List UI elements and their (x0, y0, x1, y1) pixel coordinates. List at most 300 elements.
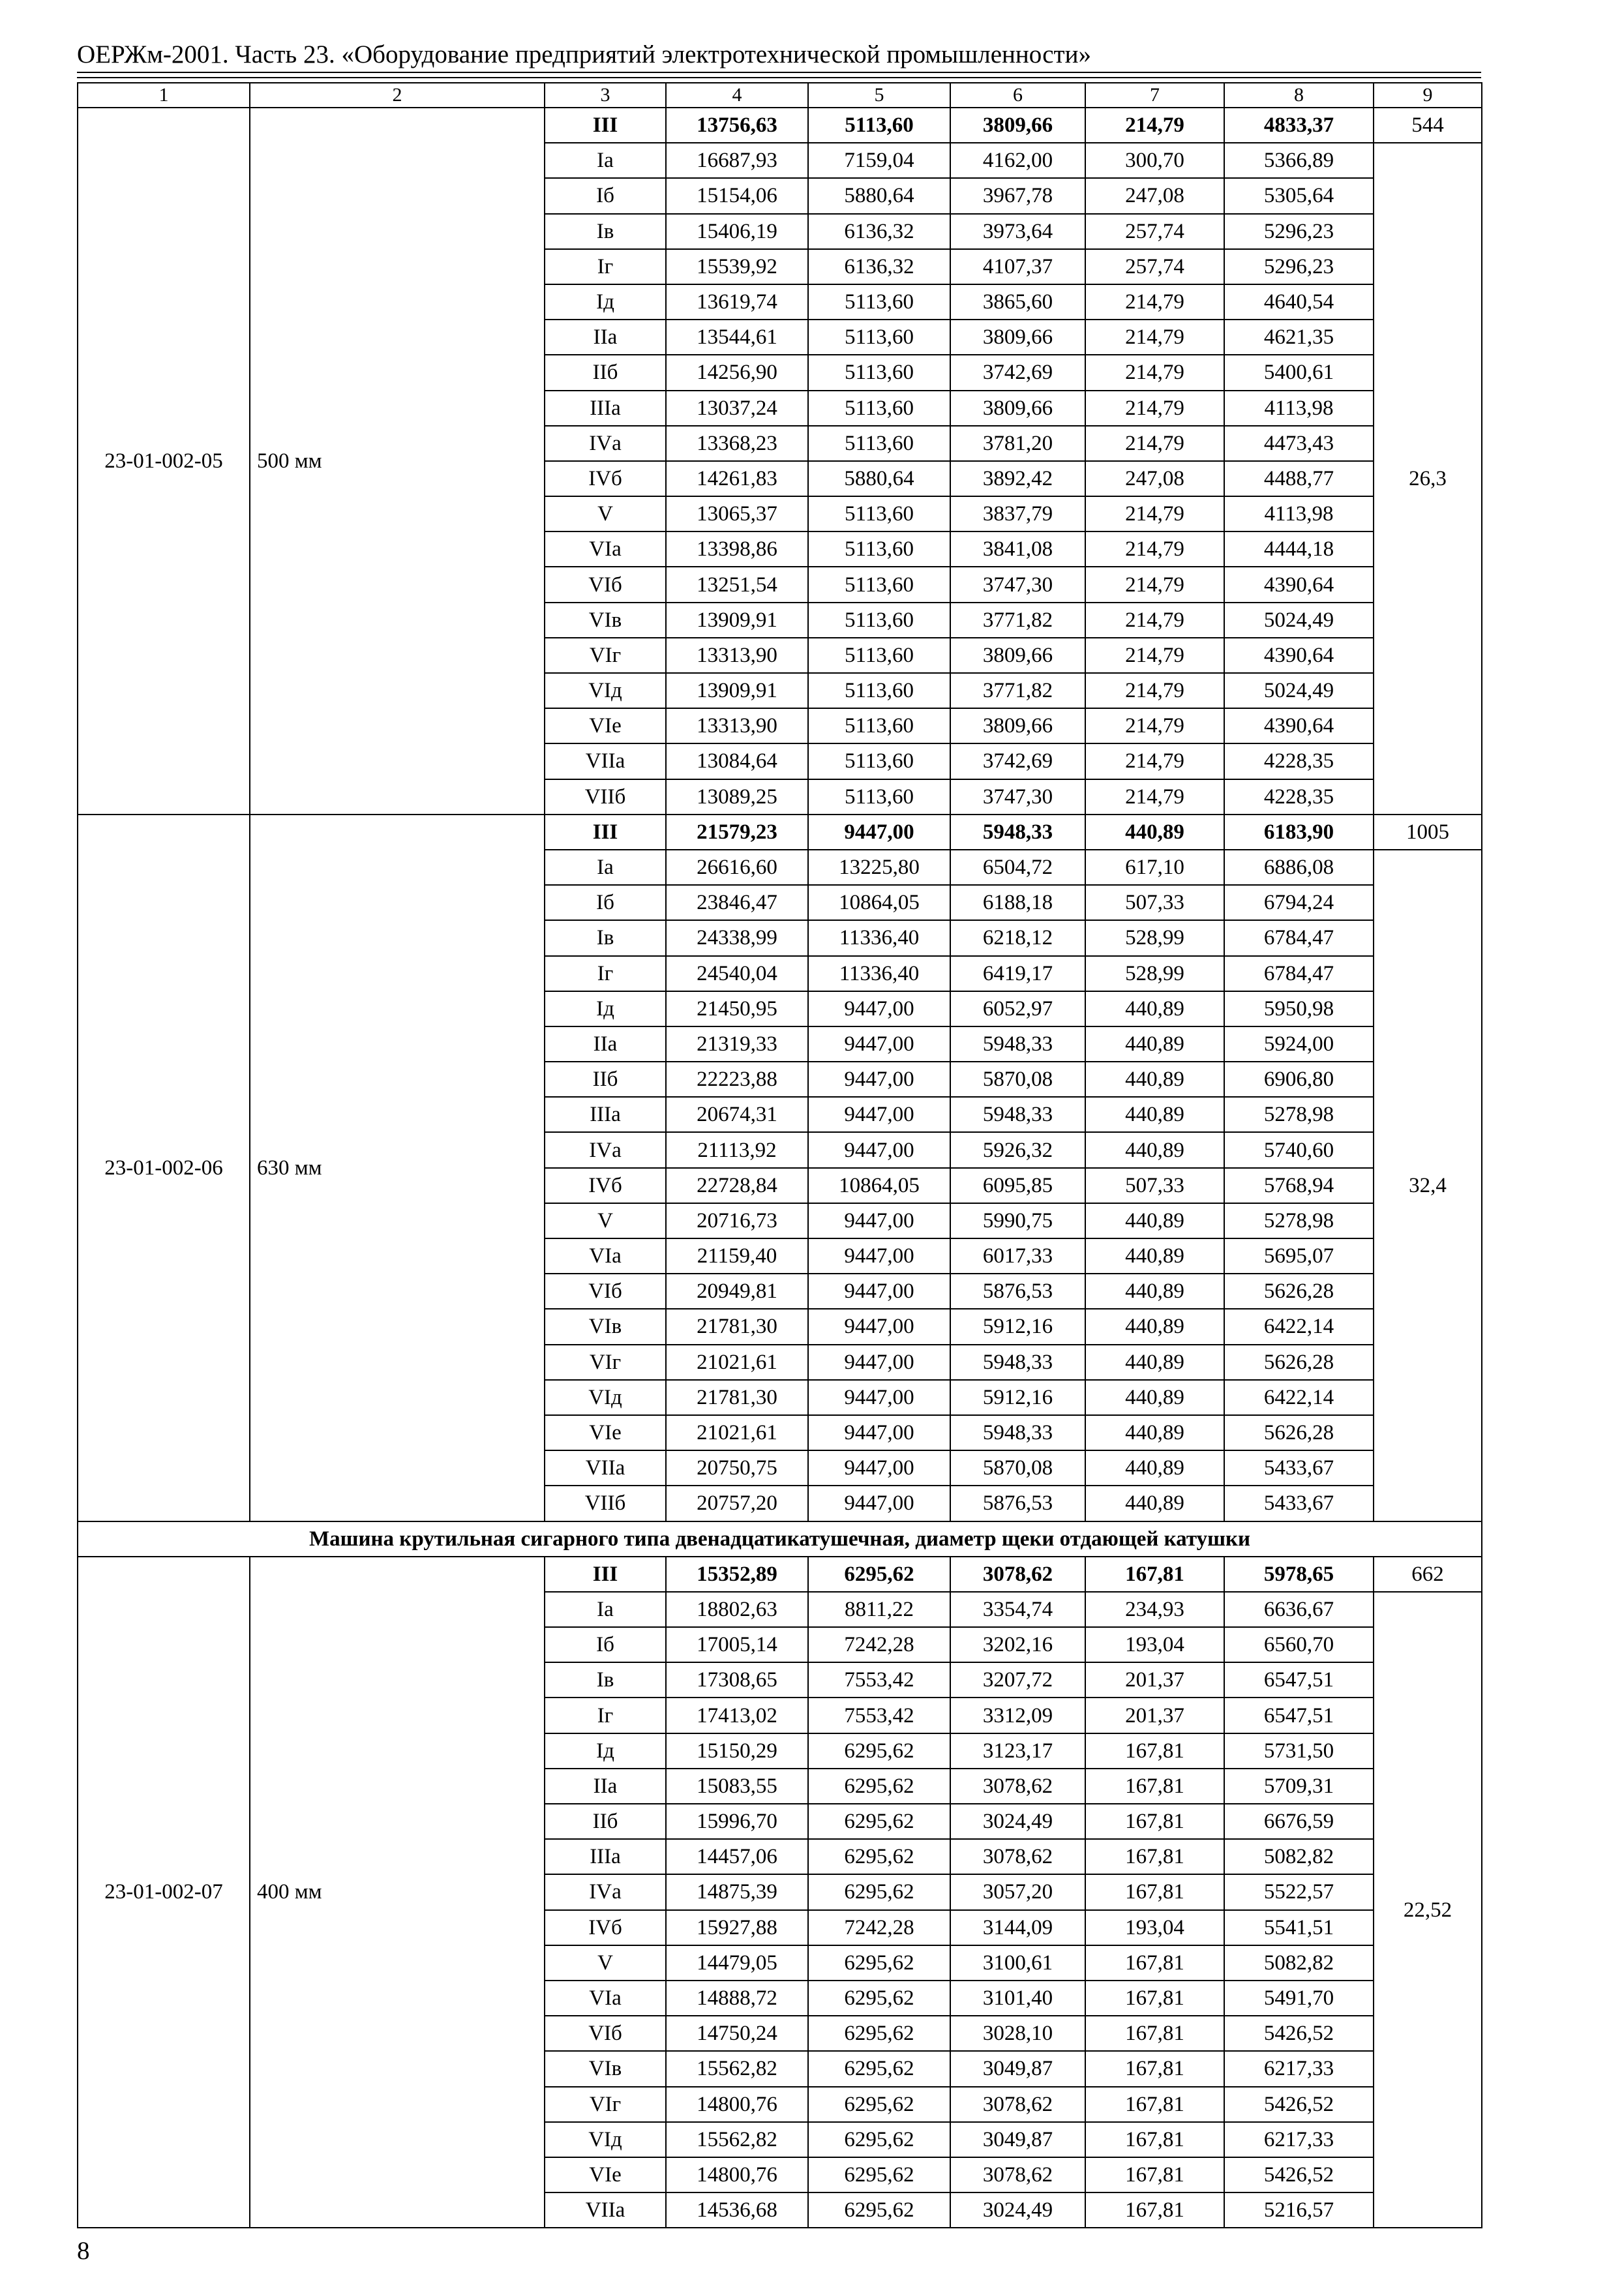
value-col8: 6560,70 (1224, 1627, 1374, 1662)
value-col6: 3742,69 (950, 355, 1085, 390)
value-col5: 5113,60 (808, 391, 950, 426)
value-col5: 10864,05 (808, 1168, 950, 1203)
zone-cell: Iб (545, 1627, 666, 1662)
zone-cell: VIIа (545, 743, 666, 779)
value-col6: 5990,75 (950, 1203, 1085, 1238)
value-col5: 5113,60 (808, 779, 950, 815)
value-col5: 6295,62 (808, 2157, 950, 2192)
value-col6: 3123,17 (950, 1733, 1085, 1769)
value-col5: 5113,60 (808, 567, 950, 602)
value-col4: 17413,02 (666, 1698, 808, 1733)
value-col8: 5426,52 (1224, 2157, 1374, 2192)
value-col5: 13225,80 (808, 850, 950, 885)
value-col5: 9447,00 (808, 1203, 950, 1238)
value-col7: 440,89 (1085, 991, 1224, 1026)
value-col4: 21450,95 (666, 991, 808, 1026)
zone-cell: VIг (545, 2087, 666, 2122)
value-col6: 3078,62 (950, 2157, 1085, 2192)
value-col8: 5305,64 (1224, 178, 1374, 213)
zone-cell: VIб (545, 567, 666, 602)
value-col7: 214,79 (1085, 426, 1224, 461)
value-col9: 22,52 (1374, 1592, 1482, 2228)
value-col7: 440,89 (1085, 1380, 1224, 1415)
value-col6: 6218,12 (950, 920, 1085, 955)
value-col5: 5113,60 (808, 426, 950, 461)
value-col4: 18802,63 (666, 1592, 808, 1627)
value-col8: 5626,28 (1224, 1274, 1374, 1309)
table-row (78, 815, 1482, 850)
value-col5: 9447,00 (808, 1450, 950, 1486)
zone-cell: Iв (545, 1662, 666, 1698)
value-col7: 440,89 (1085, 1486, 1224, 1521)
value-col8: 6547,51 (1224, 1662, 1374, 1698)
zone-cell: VIа (545, 1981, 666, 2016)
value-col8: 5491,70 (1224, 1981, 1374, 2016)
value-col8: 5082,82 (1224, 1839, 1374, 1874)
value-col4: 22223,88 (666, 1062, 808, 1097)
value-col5: 5880,64 (808, 178, 950, 213)
value-col7: 257,74 (1085, 214, 1224, 249)
value-col6: 5948,33 (950, 815, 1085, 850)
value-col7: 440,89 (1085, 1132, 1224, 1167)
zone-cell: IVб (545, 461, 666, 496)
rate-parameter: 630 мм (250, 815, 545, 1521)
column-number: 1 (78, 83, 250, 108)
value-col9: 662 (1374, 1557, 1482, 1592)
value-col8: 6217,33 (1224, 2122, 1374, 2157)
zone-cell: VIIб (545, 779, 666, 815)
value-col8: 4473,43 (1224, 426, 1374, 461)
zone-cell: IVб (545, 1910, 666, 1945)
value-col6: 3809,66 (950, 108, 1085, 143)
value-col6: 6095,85 (950, 1168, 1085, 1203)
zone-cell: Iд (545, 284, 666, 320)
value-col6: 6504,72 (950, 850, 1085, 885)
value-col8: 4113,98 (1224, 391, 1374, 426)
value-col7: 167,81 (1085, 1557, 1224, 1592)
value-col8: 6547,51 (1224, 1698, 1374, 1733)
value-col8: 5296,23 (1224, 249, 1374, 284)
value-col6: 5948,33 (950, 1026, 1085, 1062)
zone-cell: Iа (545, 1592, 666, 1627)
value-col5: 9447,00 (808, 1062, 950, 1097)
zone-cell: Iб (545, 178, 666, 213)
value-col7: 201,37 (1085, 1662, 1224, 1698)
value-col8: 6906,80 (1224, 1062, 1374, 1097)
value-col7: 247,08 (1085, 461, 1224, 496)
value-col5: 5113,60 (808, 743, 950, 779)
value-col7: 167,81 (1085, 2122, 1224, 2157)
value-col5: 9447,00 (808, 1097, 950, 1132)
value-col6: 6052,97 (950, 991, 1085, 1026)
value-col4: 21319,33 (666, 1026, 808, 1062)
value-col7: 167,81 (1085, 1804, 1224, 1839)
value-col4: 20750,75 (666, 1450, 808, 1486)
value-col7: 247,08 (1085, 178, 1224, 213)
value-col4: 15352,89 (666, 1557, 808, 1592)
header-rule (77, 77, 1481, 78)
value-col6: 3837,79 (950, 496, 1085, 531)
zone-cell: V (545, 1945, 666, 1981)
value-col7: 201,37 (1085, 1698, 1224, 1733)
value-col8: 5433,67 (1224, 1450, 1374, 1486)
value-col6: 3078,62 (950, 1557, 1085, 1592)
value-col5: 9447,00 (808, 1309, 950, 1344)
value-col5: 7242,28 (808, 1627, 950, 1662)
value-col5: 5113,60 (808, 708, 950, 743)
value-col4: 13251,54 (666, 567, 808, 602)
zone-cell: VIб (545, 2016, 666, 2051)
page-header-title: ОЕРЖм-2001. Часть 23. «Оборудование предприятий электротехнической промышленности» (77, 40, 1091, 68)
zone-cell: Iб (545, 885, 666, 920)
value-col4: 24540,04 (666, 956, 808, 991)
value-col4: 20949,81 (666, 1274, 808, 1309)
value-col8: 4228,35 (1224, 743, 1374, 779)
value-col4: 14888,72 (666, 1981, 808, 2016)
value-col7: 528,99 (1085, 956, 1224, 991)
value-col4: 20757,20 (666, 1486, 808, 1521)
value-col7: 167,81 (1085, 2051, 1224, 2086)
value-col4: 15083,55 (666, 1769, 808, 1804)
value-col7: 214,79 (1085, 567, 1224, 602)
value-col4: 26616,60 (666, 850, 808, 885)
value-col8: 5278,98 (1224, 1203, 1374, 1238)
value-col6: 5876,53 (950, 1486, 1085, 1521)
value-col6: 3747,30 (950, 567, 1085, 602)
value-col4: 14875,39 (666, 1874, 808, 1909)
value-col4: 13065,37 (666, 496, 808, 531)
zone-cell: IVб (545, 1168, 666, 1203)
value-col5: 5113,60 (808, 673, 950, 708)
value-col4: 15927,88 (666, 1910, 808, 1945)
value-col8: 4833,37 (1224, 108, 1374, 143)
value-col7: 167,81 (1085, 1769, 1224, 1804)
value-col7: 440,89 (1085, 815, 1224, 850)
zone-cell: IIа (545, 1026, 666, 1062)
value-col5: 6295,62 (808, 2051, 950, 2086)
value-col6: 3202,16 (950, 1627, 1085, 1662)
zone-cell: Iа (545, 143, 666, 178)
value-col4: 13368,23 (666, 426, 808, 461)
value-col4: 17308,65 (666, 1662, 808, 1698)
zone-cell: VIа (545, 1238, 666, 1274)
value-col5: 5113,60 (808, 496, 950, 531)
value-col8: 4640,54 (1224, 284, 1374, 320)
value-col8: 5626,28 (1224, 1415, 1374, 1450)
value-col4: 14479,05 (666, 1945, 808, 1981)
value-col4: 15539,92 (666, 249, 808, 284)
value-col4: 15406,19 (666, 214, 808, 249)
rate-code: 23-01-002-05 (78, 108, 250, 815)
value-col4: 14261,83 (666, 461, 808, 496)
value-col8: 5541,51 (1224, 1910, 1374, 1945)
value-col4: 14800,76 (666, 2157, 808, 2192)
column-number-row (78, 83, 1482, 108)
value-col6: 3057,20 (950, 1874, 1085, 1909)
value-col5: 6295,62 (808, 1804, 950, 1839)
value-col4: 14457,06 (666, 1839, 808, 1874)
value-col5: 9447,00 (808, 1238, 950, 1274)
value-col5: 9447,00 (808, 815, 950, 850)
value-col5: 6295,62 (808, 2122, 950, 2157)
value-col8: 6422,14 (1224, 1309, 1374, 1344)
column-number: 6 (950, 83, 1085, 108)
value-col5: 9447,00 (808, 1132, 950, 1167)
value-col6: 3809,66 (950, 320, 1085, 355)
value-col5: 6295,62 (808, 1733, 950, 1769)
column-number: 7 (1085, 83, 1224, 108)
zone-cell: VIб (545, 1274, 666, 1309)
value-col8: 4444,18 (1224, 531, 1374, 567)
zone-cell: Iв (545, 920, 666, 955)
value-col5: 8811,22 (808, 1592, 950, 1627)
value-col5: 9447,00 (808, 991, 950, 1026)
value-col4: 21021,61 (666, 1345, 808, 1380)
value-col8: 4621,35 (1224, 320, 1374, 355)
value-col6: 3049,87 (950, 2122, 1085, 2157)
value-col7: 440,89 (1085, 1415, 1224, 1450)
value-col9: 1005 (1374, 815, 1482, 850)
value-col7: 214,79 (1085, 743, 1224, 779)
value-col4: 13313,90 (666, 708, 808, 743)
value-col5: 9447,00 (808, 1380, 950, 1415)
value-col8: 5978,65 (1224, 1557, 1374, 1592)
column-number: 4 (666, 83, 808, 108)
value-col7: 214,79 (1085, 320, 1224, 355)
value-col6: 3809,66 (950, 391, 1085, 426)
rate-code: 23-01-002-07 (78, 1557, 250, 2228)
value-col7: 167,81 (1085, 1945, 1224, 1981)
value-col8: 5522,57 (1224, 1874, 1374, 1909)
value-col5: 6295,62 (808, 2192, 950, 2228)
zone-cell: VIе (545, 2157, 666, 2192)
value-col8: 5216,57 (1224, 2192, 1374, 2228)
value-col8: 5626,28 (1224, 1345, 1374, 1380)
value-col6: 3024,49 (950, 1804, 1085, 1839)
value-col7: 440,89 (1085, 1450, 1224, 1486)
value-col8: 4488,77 (1224, 461, 1374, 496)
value-col7: 214,79 (1085, 531, 1224, 567)
zone-cell: VIе (545, 708, 666, 743)
value-col7: 214,79 (1085, 673, 1224, 708)
value-col5: 6136,32 (808, 249, 950, 284)
value-col6: 3967,78 (950, 178, 1085, 213)
value-col7: 167,81 (1085, 1839, 1224, 1874)
value-col4: 20674,31 (666, 1097, 808, 1132)
value-col8: 4390,64 (1224, 708, 1374, 743)
value-col9: 26,3 (1374, 143, 1482, 815)
value-col8: 6636,67 (1224, 1592, 1374, 1627)
value-col7: 167,81 (1085, 2087, 1224, 2122)
value-col7: 167,81 (1085, 2157, 1224, 2192)
value-col5: 7159,04 (808, 143, 950, 178)
zone-cell: IIб (545, 1062, 666, 1097)
value-col6: 3312,09 (950, 1698, 1085, 1733)
value-col7: 507,33 (1085, 885, 1224, 920)
value-col6: 5948,33 (950, 1097, 1085, 1132)
value-col6: 3100,61 (950, 1945, 1085, 1981)
value-col4: 21021,61 (666, 1415, 808, 1450)
value-col4: 15154,06 (666, 178, 808, 213)
value-col4: 22728,84 (666, 1168, 808, 1203)
value-col6: 5912,16 (950, 1380, 1085, 1415)
value-col5: 6295,62 (808, 1874, 950, 1909)
value-col5: 9447,00 (808, 1486, 950, 1521)
value-col8: 5740,60 (1224, 1132, 1374, 1167)
value-col8: 5433,67 (1224, 1486, 1374, 1521)
value-col8: 6217,33 (1224, 2051, 1374, 2086)
value-col6: 3841,08 (950, 531, 1085, 567)
value-col7: 214,79 (1085, 391, 1224, 426)
zone-cell: VIв (545, 603, 666, 638)
value-col4: 16687,93 (666, 143, 808, 178)
value-col6: 6419,17 (950, 956, 1085, 991)
value-col7: 440,89 (1085, 1203, 1224, 1238)
value-col7: 167,81 (1085, 2016, 1224, 2051)
value-col7: 234,93 (1085, 1592, 1224, 1627)
zone-cell: VIв (545, 1309, 666, 1344)
value-col6: 3078,62 (950, 1769, 1085, 1804)
value-col7: 214,79 (1085, 779, 1224, 815)
value-col7: 214,79 (1085, 708, 1224, 743)
value-col6: 5876,53 (950, 1274, 1085, 1309)
value-col4: 14536,68 (666, 2192, 808, 2228)
value-col4: 13089,25 (666, 779, 808, 815)
page-number: 8 (77, 2237, 90, 2265)
value-col8: 6676,59 (1224, 1804, 1374, 1839)
value-col7: 214,79 (1085, 603, 1224, 638)
value-col4: 24338,99 (666, 920, 808, 955)
value-col8: 6422,14 (1224, 1380, 1374, 1415)
value-col5: 11336,40 (808, 920, 950, 955)
value-col6: 3892,42 (950, 461, 1085, 496)
value-col4: 15150,29 (666, 1733, 808, 1769)
value-col4: 21579,23 (666, 815, 808, 850)
zone-cell: III (545, 108, 666, 143)
value-col6: 4162,00 (950, 143, 1085, 178)
value-col8: 5426,52 (1224, 2087, 1374, 2122)
value-col7: 214,79 (1085, 355, 1224, 390)
value-col4: 13313,90 (666, 638, 808, 673)
value-col4: 15996,70 (666, 1804, 808, 1839)
value-col7: 440,89 (1085, 1274, 1224, 1309)
value-col6: 3354,74 (950, 1592, 1085, 1627)
zone-cell: IIа (545, 320, 666, 355)
value-col4: 13909,91 (666, 673, 808, 708)
value-col7: 167,81 (1085, 1981, 1224, 2016)
value-col5: 7553,42 (808, 1662, 950, 1698)
value-col6: 6017,33 (950, 1238, 1085, 1274)
value-col7: 440,89 (1085, 1309, 1224, 1344)
value-col7: 214,79 (1085, 284, 1224, 320)
value-col4: 13544,61 (666, 320, 808, 355)
zone-cell: VIг (545, 1345, 666, 1380)
zone-cell: VIд (545, 2122, 666, 2157)
value-col6: 3078,62 (950, 1839, 1085, 1874)
zone-cell: IIб (545, 355, 666, 390)
value-col8: 4228,35 (1224, 779, 1374, 815)
value-col6: 3144,09 (950, 1910, 1085, 1945)
value-col5: 6295,62 (808, 2087, 950, 2122)
value-col6: 3078,62 (950, 2087, 1085, 2122)
value-col8: 5024,49 (1224, 673, 1374, 708)
value-col6: 5870,08 (950, 1062, 1085, 1097)
value-col6: 3809,66 (950, 708, 1085, 743)
value-col5: 6295,62 (808, 1981, 950, 2016)
value-col8: 6886,08 (1224, 850, 1374, 885)
zone-cell: III (545, 815, 666, 850)
value-col7: 440,89 (1085, 1238, 1224, 1274)
value-col6: 3024,49 (950, 2192, 1085, 2228)
zone-cell: VIIб (545, 1486, 666, 1521)
value-col8: 4390,64 (1224, 638, 1374, 673)
value-col7: 528,99 (1085, 920, 1224, 955)
value-col7: 214,79 (1085, 638, 1224, 673)
zone-cell: V (545, 496, 666, 531)
value-col5: 5113,60 (808, 108, 950, 143)
value-col6: 3809,66 (950, 638, 1085, 673)
value-col8: 5709,31 (1224, 1769, 1374, 1804)
value-col7: 440,89 (1085, 1026, 1224, 1062)
value-col5: 5113,60 (808, 531, 950, 567)
value-col8: 5366,89 (1224, 143, 1374, 178)
value-col9: 544 (1374, 108, 1482, 143)
value-col4: 15562,82 (666, 2122, 808, 2157)
value-col6: 3742,69 (950, 743, 1085, 779)
rate-parameter: 400 мм (250, 1557, 545, 2228)
zone-cell: VIIа (545, 1450, 666, 1486)
value-col5: 11336,40 (808, 956, 950, 991)
value-col5: 5113,60 (808, 638, 950, 673)
value-col4: 17005,14 (666, 1627, 808, 1662)
value-col6: 3781,20 (950, 426, 1085, 461)
header-rule (77, 72, 1481, 73)
value-col5: 6136,32 (808, 214, 950, 249)
value-col7: 440,89 (1085, 1097, 1224, 1132)
zone-cell: Iг (545, 956, 666, 991)
value-col4: 23846,47 (666, 885, 808, 920)
value-col9: 32,4 (1374, 850, 1482, 1521)
value-col8: 5400,61 (1224, 355, 1374, 390)
value-col6: 5948,33 (950, 1345, 1085, 1380)
value-col5: 9447,00 (808, 1415, 950, 1450)
value-col5: 9447,00 (808, 1026, 950, 1062)
value-col8: 4113,98 (1224, 496, 1374, 531)
value-col4: 13756,63 (666, 108, 808, 143)
zone-cell: Iв (545, 214, 666, 249)
zone-cell: VIд (545, 1380, 666, 1415)
value-col4: 14800,76 (666, 2087, 808, 2122)
value-col5: 9447,00 (808, 1274, 950, 1309)
zone-cell: VIе (545, 1415, 666, 1450)
value-col7: 214,79 (1085, 496, 1224, 531)
value-col8: 6784,47 (1224, 920, 1374, 955)
value-col8: 5278,98 (1224, 1097, 1374, 1132)
zone-cell: Iд (545, 991, 666, 1026)
value-col7: 440,89 (1085, 1345, 1224, 1380)
value-col6: 3973,64 (950, 214, 1085, 249)
value-col4: 13084,64 (666, 743, 808, 779)
value-col6: 3049,87 (950, 2051, 1085, 2086)
column-number: 3 (545, 83, 666, 108)
value-col8: 5695,07 (1224, 1238, 1374, 1274)
value-col6: 5948,33 (950, 1415, 1085, 1450)
zone-cell: IIIа (545, 1839, 666, 1874)
value-col5: 9447,00 (808, 1345, 950, 1380)
value-col8: 6794,24 (1224, 885, 1374, 920)
value-col5: 7553,42 (808, 1698, 950, 1733)
value-col8: 5768,94 (1224, 1168, 1374, 1203)
